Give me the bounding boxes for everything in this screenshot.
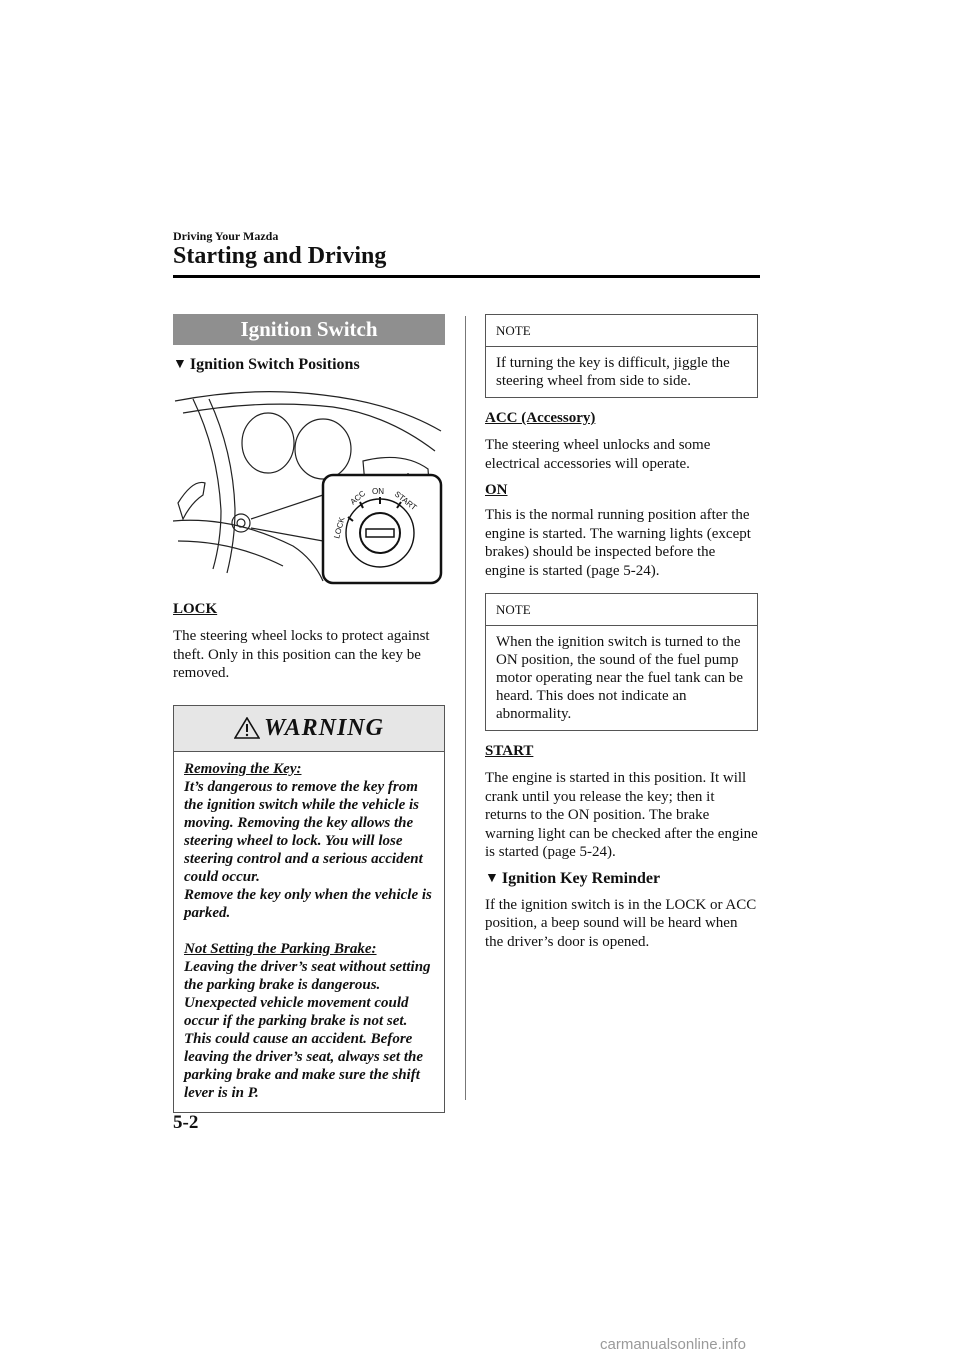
header-rule xyxy=(173,275,760,278)
on-label: ON xyxy=(485,482,508,498)
note-text-2: When the ignition switch is turned to the ON position, the sound of the fuel pump motor operating near the fuel tank can be heard. This does not indicate an abnormality. xyxy=(496,634,743,722)
on-text: This is the normal running position after the engine is started. The warning lights (except brakes) should be inspected before the engine is started (page 5-24). xyxy=(485,507,751,579)
column-divider xyxy=(465,316,466,1100)
watermark-link[interactable]: carmanualsonline.info xyxy=(600,1336,746,1353)
lock-text: The steering wheel locks to protect against theft. Only in this position can the key be removed. xyxy=(173,628,430,681)
page-title: Starting and Driving xyxy=(173,243,387,269)
steering-wheel-rim xyxy=(193,399,221,569)
lower-dash-line-2 xyxy=(178,541,283,566)
switch-label-start: START xyxy=(392,489,419,513)
acc-label: ACC (Accessory) xyxy=(485,410,596,426)
switch-label-on: ON xyxy=(372,487,384,496)
warning-header xyxy=(174,706,444,752)
warning-heading: WARNING xyxy=(264,714,384,741)
gauge-left xyxy=(242,413,294,473)
gauge-center xyxy=(295,419,351,479)
switch-label-lock: LOCK xyxy=(332,516,347,540)
note-text-1: If turning the key is difficult, jiggle the steering wheel from side to side. xyxy=(496,355,730,389)
wiper-lever xyxy=(178,482,205,519)
lock-label: LOCK xyxy=(173,601,218,617)
note-box-2 xyxy=(485,593,758,731)
warning-box xyxy=(173,705,445,1113)
start-label: START xyxy=(485,743,534,759)
section-banner: Ignition Switch xyxy=(173,314,445,345)
warning-text-key-2: Remove the key only when the vehicle is parked. xyxy=(184,886,432,921)
warning-title-brake: Not Setting the Parking Brake: xyxy=(184,940,377,957)
subheading-text: Ignition Switch Positions xyxy=(189,356,360,373)
subheading-reminder-text: Ignition Key Reminder xyxy=(501,869,661,887)
warning-title-key: Removing the Key: xyxy=(184,760,302,777)
acc-text: The steering wheel unlocks and some electrical accessories will operate. xyxy=(485,437,711,472)
left-column xyxy=(173,314,445,1113)
subheading-reminder xyxy=(485,870,758,888)
triangle-down-icon: ▼ xyxy=(485,870,499,886)
right-column xyxy=(485,314,758,951)
triangle-down-icon: ▼ xyxy=(173,357,187,372)
start-text: The engine is started in this position. It will crank until you release the key; then it returns to the ON position. The brake warning light can be checked after the engine is started (page 5-24). xyxy=(485,770,758,860)
ignition-illustration xyxy=(173,391,445,587)
ignition-keyhole xyxy=(237,519,245,527)
leader-lines xyxy=(251,495,323,541)
page-number: 5-2 xyxy=(173,1112,199,1133)
warning-text-key: It’s dangerous to remove the key from the ignition switch while the vehicle is moving. Removing the key allows the steering wheel to lock. You will lose steering control and a serious accident could occur. xyxy=(184,778,423,885)
note-heading-2: NOTE xyxy=(486,594,757,626)
warning-triangle-icon xyxy=(234,717,260,739)
section-name: Driving Your Mazda xyxy=(173,229,279,243)
subheading-positions xyxy=(173,356,445,374)
warning-text-brake: Leaving the driver’s seat without setting the parking brake is dangerous. Unexpected vehicle movement could occur if the parking brake is not set. This could cause an accident. Before leaving the driver’s seat, always set the parking brake and make sure the shift lever is in P. xyxy=(184,958,431,1101)
note-heading-1: NOTE xyxy=(486,315,757,347)
switch-label-acc: ACC xyxy=(348,488,368,507)
dashboard-drawing xyxy=(173,391,445,587)
warning-body xyxy=(174,752,444,1112)
note-box-1 xyxy=(485,314,758,398)
reminder-text: If the ignition switch is in the LOCK or ACC position, a beep sound will be heard when the driver’s door is opened. xyxy=(485,896,757,950)
